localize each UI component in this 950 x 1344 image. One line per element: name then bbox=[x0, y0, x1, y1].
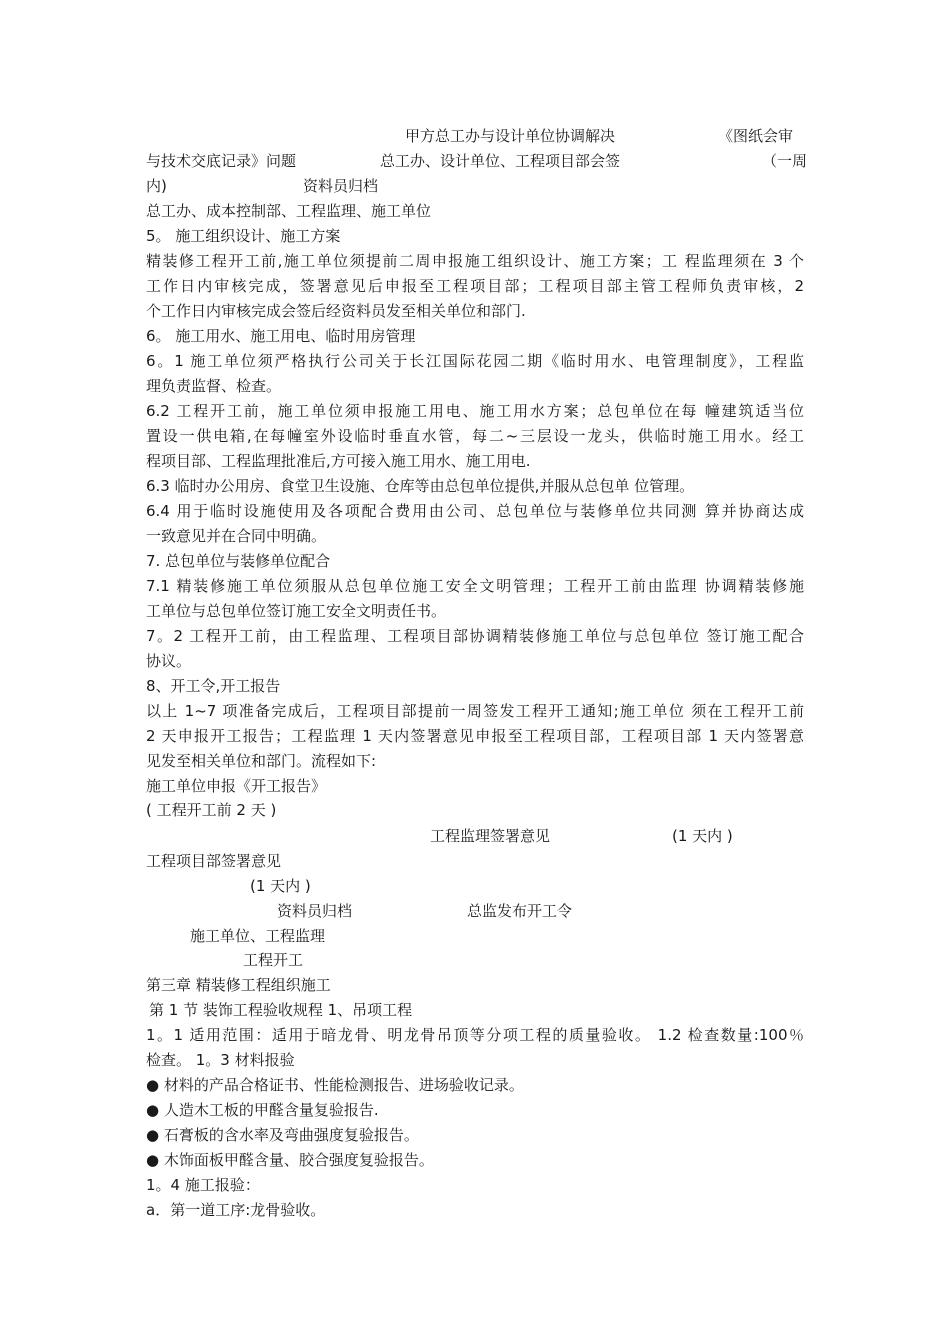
paragraph-line: 检查。 1。3 材料报验 bbox=[146, 1051, 295, 1069]
paragraph-line: 工作日内审核完成，签署意见后申报至工程项目部；工程项目部主管工程师负责审核，2 bbox=[146, 277, 804, 295]
paragraph-line: 以上 1~7 项准备完成后，工程项目部提前一周签发工程开工通知;施工单位 须在工程开工前 bbox=[146, 702, 804, 720]
text-line: 总工办、成本控制部、工程监理、施工单位 bbox=[146, 202, 432, 220]
text-line: 内) bbox=[146, 177, 167, 195]
paragraph-line: 6。1 施工单位须严格执行公司关于长江国际花园二期《临时用水、电管理制度》，工程监 bbox=[146, 352, 804, 370]
bullet-item: ● 石膏板的含水率及弯曲强度复验报告。 bbox=[146, 1126, 419, 1144]
header-fragment-coordination: 甲方总工办与设计单位协调解决 bbox=[405, 127, 616, 145]
flow-step-start-order: 总监发布开工令 bbox=[467, 902, 573, 920]
header-fragment-archive: 资料员归档 bbox=[303, 177, 379, 195]
paragraph-line: 一致意见并在合同中明确。 bbox=[146, 527, 327, 545]
paragraph-line: 协议。 bbox=[146, 652, 192, 670]
paragraph-line: 程项目部、工程监理批准后,方可接入施工用水、施工用电. bbox=[146, 452, 531, 470]
paragraph-line: 置设一供电箱,在每幢室外设临时垂直水管，每二~三层设一龙头，供临时施工用水。经工 bbox=[146, 427, 804, 445]
section-heading: 6。 施工用水、施工用电、临时用房管理 bbox=[146, 327, 416, 345]
flow-step-project-sign: 工程项目部签署意见 bbox=[146, 852, 282, 870]
paragraph-line: 7.1 精装修施工单位须服从总包单位施工安全文明管理；工程开工前由监理 协调精装修施 bbox=[146, 577, 804, 595]
bullet-item: ● 人造木工板的甲醛含量复验报告. bbox=[146, 1101, 379, 1119]
flow-step-archive: 资料员归档 bbox=[277, 902, 353, 920]
text-line: 与技术交底记录》问题 bbox=[146, 152, 297, 170]
paragraph-line: 理负责监督、检查。 bbox=[146, 377, 282, 395]
paragraph-line: 见发至相关单位和部门。流程如下: bbox=[146, 752, 377, 770]
paragraph-line: 精装修工程开工前,施工单位须提前二周申报施工组织设计、施工方案；工 程监理须在 3 个 bbox=[146, 252, 804, 270]
flow-step-recipients: 施工单位、工程监理 bbox=[190, 927, 326, 945]
flow-note-one-day: (1 天内 ) bbox=[250, 877, 311, 895]
section-heading: 5。 施工组织设计、施工方案 bbox=[146, 227, 341, 245]
paragraph-line: 7。2 工程开工前，由工程监理、工程项目部协调精装修施工单位与总包单位 签订施工配合 bbox=[146, 627, 804, 645]
flow-step-commence: 工程开工 bbox=[243, 951, 304, 969]
paragraph-line: 工单位与总包单位签订施工安全文明责任书。 bbox=[146, 602, 447, 620]
bullet-item: ● 材料的产品合格证书、性能检测报告、进场验收记录。 bbox=[146, 1076, 524, 1094]
flow-step-start-report: 施工单位申报《开工报告》 bbox=[146, 777, 327, 795]
paragraph-line: a．第一道工序:龙骨验收。 bbox=[146, 1201, 326, 1219]
flow-step-supervision-sign: 工程监理签署意见 bbox=[430, 827, 551, 845]
flow-note-one-day: (1 天内 ) bbox=[672, 827, 733, 845]
flow-note-two-days: ( 工程开工前 2 天 ) bbox=[146, 801, 277, 819]
section-heading: 第 1 节 装饰工程验收规程 1、吊项工程 bbox=[149, 1001, 413, 1019]
paragraph-line: 1。4 施工报验： bbox=[146, 1176, 260, 1194]
header-fragment-countersign: 总工办、设计单位、工程项目部会签 bbox=[380, 152, 621, 170]
paragraph-line: 6.2 工程开工前，施工单位须申报施工用电、施工用水方案；总包单位在每 幢建筑适当位 bbox=[146, 402, 804, 420]
section-heading: 7. 总包单位与装修单位配合 bbox=[146, 552, 331, 570]
section-heading: 8、开工令,开工报告 bbox=[146, 677, 281, 695]
paragraph-line: 个工作日内审核完成会签后经资料员发至相关单位和部门. bbox=[146, 302, 526, 320]
paragraph-line: 2 天申报开工报告；工程监理 1 天内签署意见申报至工程项目部，工程项目部 1 天内签署意 bbox=[146, 727, 804, 745]
chapter-heading: 第三章 精装修工程组织施工 bbox=[146, 976, 331, 994]
header-fragment-one-week: （一周 bbox=[762, 152, 808, 170]
bullet-item: ● 木饰面板甲醛含量、胶合强度复验报告。 bbox=[146, 1151, 434, 1169]
header-fragment-drawing-review: 《图纸会审 bbox=[718, 127, 794, 145]
paragraph-line: 6.4 用于临时设施使用及各项配合费用由公司、总包单位与装修单位共同测 算并协商达成 bbox=[146, 502, 804, 520]
paragraph-line: 1。1 适用范围：适用于暗龙骨、明龙骨吊顶等分项工程的质量验收。 1.2 检查数量:100％ bbox=[146, 1026, 804, 1044]
paragraph-line: 6.3 临时办公用房、食堂卫生设施、仓库等由总包单位提供,并服从总包单 位管理。 bbox=[146, 477, 695, 495]
